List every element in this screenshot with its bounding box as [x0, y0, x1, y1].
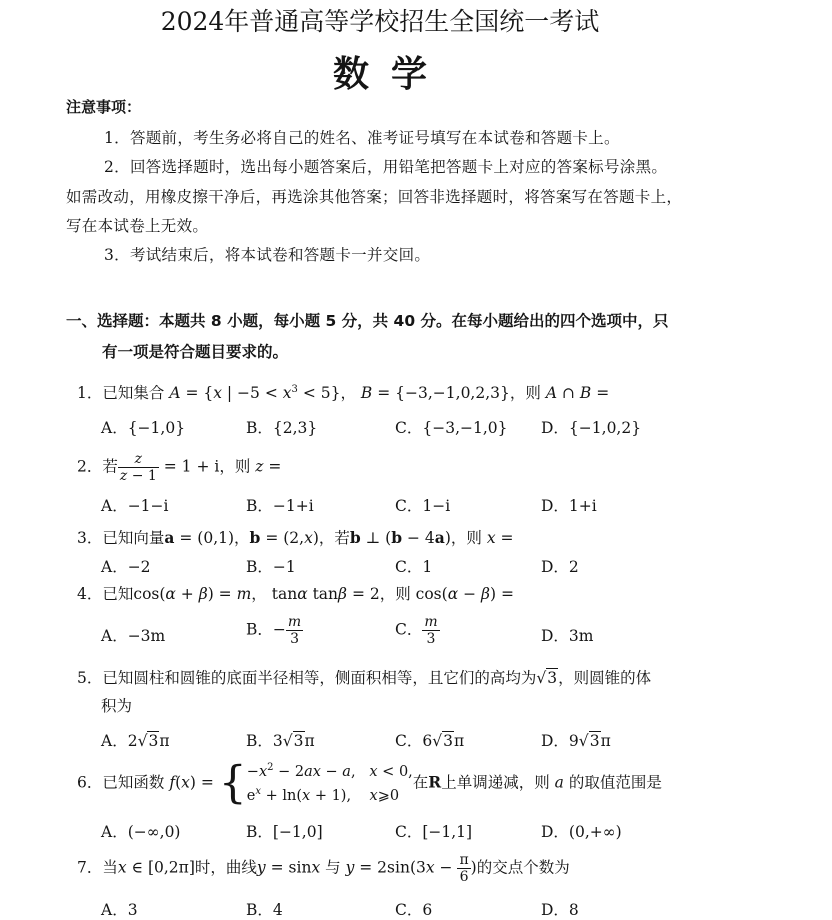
note-item-1: 1．答题前，考生务必将自己的姓名、准考证号填写在本试卷和答题卡上。: [104, 129, 620, 147]
q5-option-d: D．9√3π: [541, 732, 611, 750]
note-item-3: 3．考试结束后，将本试卷和答题卡一并交回。: [104, 246, 431, 264]
q7-stem-b: 时，曲线: [194, 858, 257, 877]
question-3: 3．已知向量a = (0,1)，b = (2,x)，若b ⊥ (b − 4a)，则 x =: [77, 528, 514, 547]
q1-option-b: B．{2,3}: [246, 419, 318, 437]
q4-option-c: C． $\frac{m}{3}$: [395, 614, 438, 648]
q6-stem-d: 的取值范围是: [568, 773, 662, 792]
q2-option-a: A．−1−i: [101, 497, 169, 515]
q7-stem-a: 当: [102, 858, 118, 877]
q2-stem-b: ，则: [219, 457, 251, 476]
q4-stem-a: 已知: [102, 585, 134, 603]
q5-stem-line2: 积为: [101, 697, 133, 715]
q6-stem-b: 在: [412, 773, 429, 792]
question-6: 6．已知函数 f(x) = { $-x^2 - 2ax - a$, x < 0, $e^x + \ln(x + 1)$, x⩾0 在R上单调递减，则 a 的取值范围是: [77, 757, 662, 809]
q4-option-b: B．− $\frac{m}{3}$: [246, 614, 302, 648]
q6-piecewise: $-x^2 - 2ax - a$, x < 0, $e^x + \ln(x + 1)$, x⩾0: [246, 762, 413, 804]
q4-option-d: D．3m: [541, 627, 594, 645]
q5-option-c: C．6√3π: [395, 732, 465, 750]
q3-option-a: A．−2: [101, 558, 151, 576]
section-heading-cont: 有一项是符合题目要求的。: [102, 343, 289, 361]
q6-option-b: B．[−1,0]: [246, 823, 323, 841]
q6-stem-a: 已知函数: [102, 773, 165, 792]
q4-number: 4．: [77, 585, 103, 603]
q3-stem-a: 已知向量: [102, 529, 165, 547]
q3-stem-c: ，若: [318, 529, 350, 547]
q7-stem-c: 与: [325, 858, 341, 877]
exam-title: 2024年普通高等学校招生全国统一考试: [160, 7, 600, 36]
q6-option-a: A．(−∞,0): [101, 823, 181, 841]
q4-stem-b: ，: [251, 585, 267, 603]
q7-option-c: C．6: [395, 901, 433, 919]
q4-stem-c: ，则: [379, 585, 411, 603]
q5-option-b: B．3√3π: [246, 732, 315, 750]
note-item-2-end: 写在本试卷上无效。: [66, 217, 209, 235]
q3-stem-b: ，: [234, 529, 250, 547]
q6-option-d: D．(0,+∞): [541, 823, 622, 841]
q6-number: 6．: [77, 773, 103, 792]
note-item-2-cont: 如需改动，用橡皮擦干净后，再选涂其他答案；回答非选择题时，将答案写在答题卡上，: [66, 188, 683, 206]
question-7: 7．当x ∈ [0,2π]时，曲线y = sinx 与 y = 2sin(3x − $\frac{\pi}{6}$ )的交点个数为: [77, 852, 570, 886]
q7-option-b: B．4: [246, 901, 283, 919]
q7-number: 7．: [77, 858, 103, 877]
q5-stem-line1: 已知圆柱和圆锥的底面半径相等，侧面积相等，且它们的高均为: [102, 669, 537, 687]
q2-option-d: D．1+i: [541, 497, 597, 515]
notes-heading: 注意事项：: [66, 98, 142, 116]
q5-option-a: A．2√3π: [101, 732, 170, 750]
q3-option-c: C．1: [395, 558, 433, 576]
q2-fraction: $\frac{z}{z - 1}$: [119, 451, 157, 485]
q1-option-c: C．{−3,−1,0}: [395, 419, 508, 437]
q1-stem-c: ，则: [509, 384, 541, 402]
q2-option-c: C．1−i: [395, 497, 451, 515]
question-2: 2．若 $\frac{z}{z - 1}$ = 1 + i，则 z =: [77, 451, 282, 485]
subject-title: 数学: [332, 53, 449, 95]
q7-option-d: D．8: [541, 901, 579, 919]
q4-option-a: A．−3m: [101, 627, 166, 645]
q2-number: 2．: [77, 457, 103, 476]
q1-stem-a: 已知集合: [102, 384, 165, 402]
note-item-2: 2．回答选择题时，选出每小题答案后，用铅笔把答题卡上对应的答案标号涂黑。: [104, 158, 668, 176]
question-4: 4．已知cos(α + β) = m， tanα tanβ = 2，则 cos(α − β) =: [77, 585, 514, 603]
q5-number: 5．: [77, 669, 103, 687]
q7-stem-d: 的交点个数为: [476, 858, 570, 877]
q2-option-b: B．−1+i: [246, 497, 314, 515]
q3-option-b: B．−1: [246, 558, 296, 576]
q1-option-a: A．{−1,0}: [101, 419, 186, 437]
q3-number: 3．: [77, 529, 103, 547]
question-5: 5．已知圆柱和圆锥的底面半径相等，侧面积相等，且它们的高均为√3，则圆锥的体: [77, 669, 652, 687]
q1-number: 1．: [77, 384, 103, 402]
q1-option-d: D．{−1,0,2}: [541, 419, 642, 437]
q2-stem-a: 若: [102, 457, 118, 476]
q6-option-c: C．[−1,1]: [395, 823, 473, 841]
question-1: 1．已知集合 A = {x | $-5 < x^3 < 5$}， B = {−3,−1,0,2,3}，则 A ∩ B =: [77, 383, 610, 402]
q6-stem-c: 上单调递减，则: [441, 773, 550, 792]
section-heading: 一、选择题：本题共 8 小题，每小题 5 分，共 40 分。在每小题给出的四个选项中，只: [66, 312, 669, 330]
q3-stem-d: ，则: [450, 529, 482, 547]
q7-option-a: A．3: [101, 901, 138, 919]
q1-stem-b: ，: [340, 384, 356, 402]
q5-stem-line1-b: ，则圆锥的体: [558, 669, 652, 687]
q3-option-d: D．2: [541, 558, 579, 576]
